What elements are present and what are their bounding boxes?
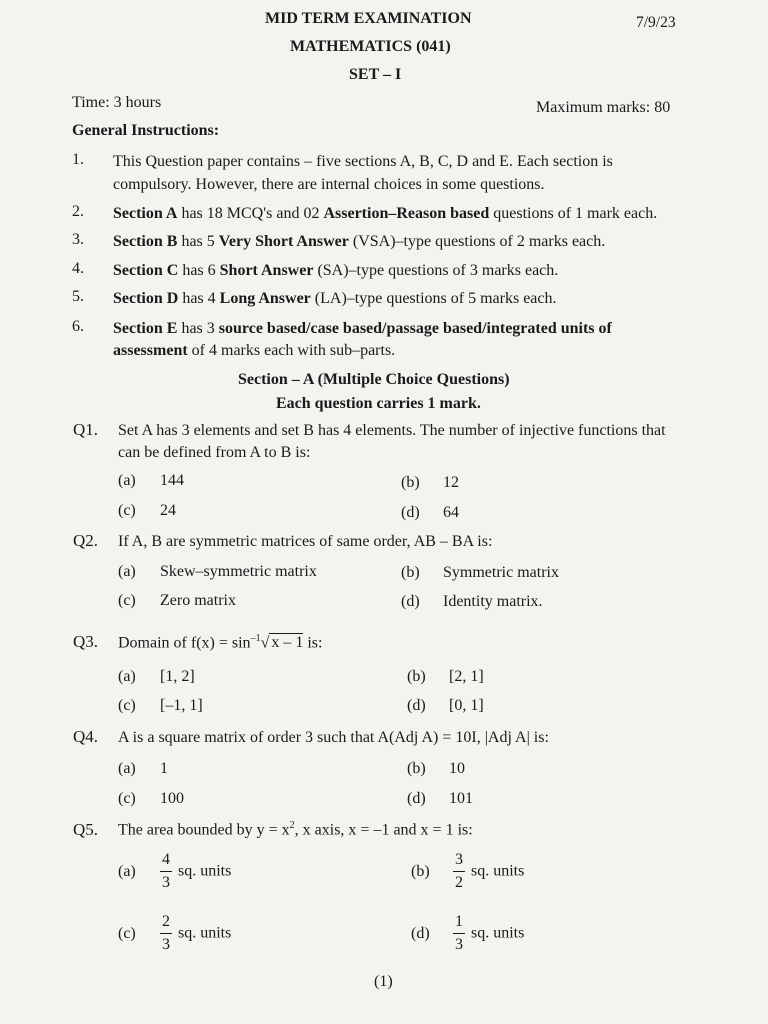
option-c: (c) 100	[118, 790, 184, 807]
exam-date: 7/9/23	[636, 14, 676, 31]
question-text-cont: can be defined from A to B is:	[118, 444, 311, 461]
section-a-subtitle: Each question carries 1 mark.	[276, 395, 481, 412]
instruction-text: This Question paper contains – five sections A, B, C, D and E. Each section is	[113, 153, 613, 170]
instruction-text: Section B has 5 Very Short Answer (VSA)–type questions of 2 marks each.	[113, 233, 606, 250]
option-d: (d) Identity matrix.	[401, 593, 543, 610]
question-number: Q4.	[73, 727, 99, 746]
fraction: $\frac{3}{2}$	[455, 851, 463, 891]
sqrt-icon: √	[260, 634, 270, 652]
instruction-text-cont: compulsory. However, there are internal choices in some questions.	[113, 176, 545, 193]
option-a: (a) $\frac{4}{3}$ sq. units	[118, 851, 232, 891]
fraction: $\frac{2}{3}$	[162, 913, 170, 953]
fraction: $\frac{1}{3}$	[455, 913, 463, 953]
option-c: (c) $\frac{2}{3}$ sq. units	[118, 913, 232, 953]
instruction-text: Section C has 6 Short Answer (SA)–type questions of 3 marks each.	[113, 262, 559, 279]
option-a: (a) 1	[118, 760, 168, 777]
option-b: (b) Symmetric matrix	[401, 564, 559, 581]
page-number: (1)	[374, 973, 393, 990]
option-a: (a) [1, 2]	[118, 668, 195, 685]
instruction-number: 3.	[72, 231, 84, 248]
exam-title: MID TERM EXAMINATION	[265, 10, 472, 27]
option-d: (d) 101	[407, 790, 473, 807]
instruction-number: 6.	[72, 318, 84, 335]
question-text: Domain of $f(x) = \sin^{-1}√$ x – 1 is:	[118, 633, 323, 652]
fraction: $\frac{4}{3}$	[162, 851, 170, 891]
instruction-number: 5.	[72, 288, 84, 305]
subject-title: MATHEMATICS (041)	[290, 38, 451, 55]
instructions-heading: General Instructions:	[72, 122, 220, 139]
option-b: (b) $\frac{3}{2}$ sq. units	[411, 851, 525, 891]
option-b: (b) [2, 1]	[407, 668, 484, 685]
option-d: (d) 64	[401, 504, 459, 521]
question-text: The area bounded by $y = x^2$, x axis, x = –1 and x = 1 is:	[118, 820, 473, 839]
option-d: (d) $\frac{1}{3}$ sq. units	[411, 913, 525, 953]
option-b: (b) 12	[401, 474, 459, 491]
max-marks-label: Maximum marks: 80	[536, 99, 671, 116]
option-c: (c) Zero matrix	[118, 592, 236, 609]
section-a-title: Section – A (Multiple Choice Questions)	[238, 371, 510, 388]
instruction-text-cont: assessment of 4 marks each with sub–parts.	[113, 342, 396, 359]
question-number: Q1.	[73, 420, 99, 439]
question-number: Q2.	[73, 531, 99, 550]
question-text: Set A has 3 elements and set B has 4 elements. The number of injective functions that	[118, 422, 666, 439]
instruction-number: 1.	[72, 151, 84, 168]
instruction-number: 4.	[72, 260, 84, 277]
time-label: Time: 3 hours	[72, 94, 162, 111]
option-c: (c) [–1, 1]	[118, 697, 203, 714]
question-text: If A, B are symmetric matrices of same order, AB – BA is:	[118, 533, 493, 550]
question-number: Q3.	[73, 632, 99, 651]
option-a: (a) Skew–symmetric matrix	[118, 563, 317, 580]
option-d: (d) [0, 1]	[407, 697, 484, 714]
question-number: Q5.	[73, 820, 99, 839]
option-a: (a) 144	[118, 472, 184, 489]
instruction-text: Section E has 3 source based/case based/passage based/integrated units of	[113, 320, 612, 337]
instruction-text: Section D has 4 Long Answer (LA)–type questions of 5 marks each.	[113, 290, 557, 307]
set-label: SET – I	[349, 66, 402, 83]
instruction-number: 2.	[72, 203, 84, 220]
option-c: (c) 24	[118, 502, 176, 519]
option-b: (b) 10	[407, 760, 465, 777]
question-text: A is a square matrix of order 3 such that A(Adj A) = 10I, |Adj A| is:	[118, 729, 549, 746]
instruction-text: Section A has 18 MCQ's and 02 Assertion–Reason based questions of 1 mark each.	[113, 205, 658, 222]
